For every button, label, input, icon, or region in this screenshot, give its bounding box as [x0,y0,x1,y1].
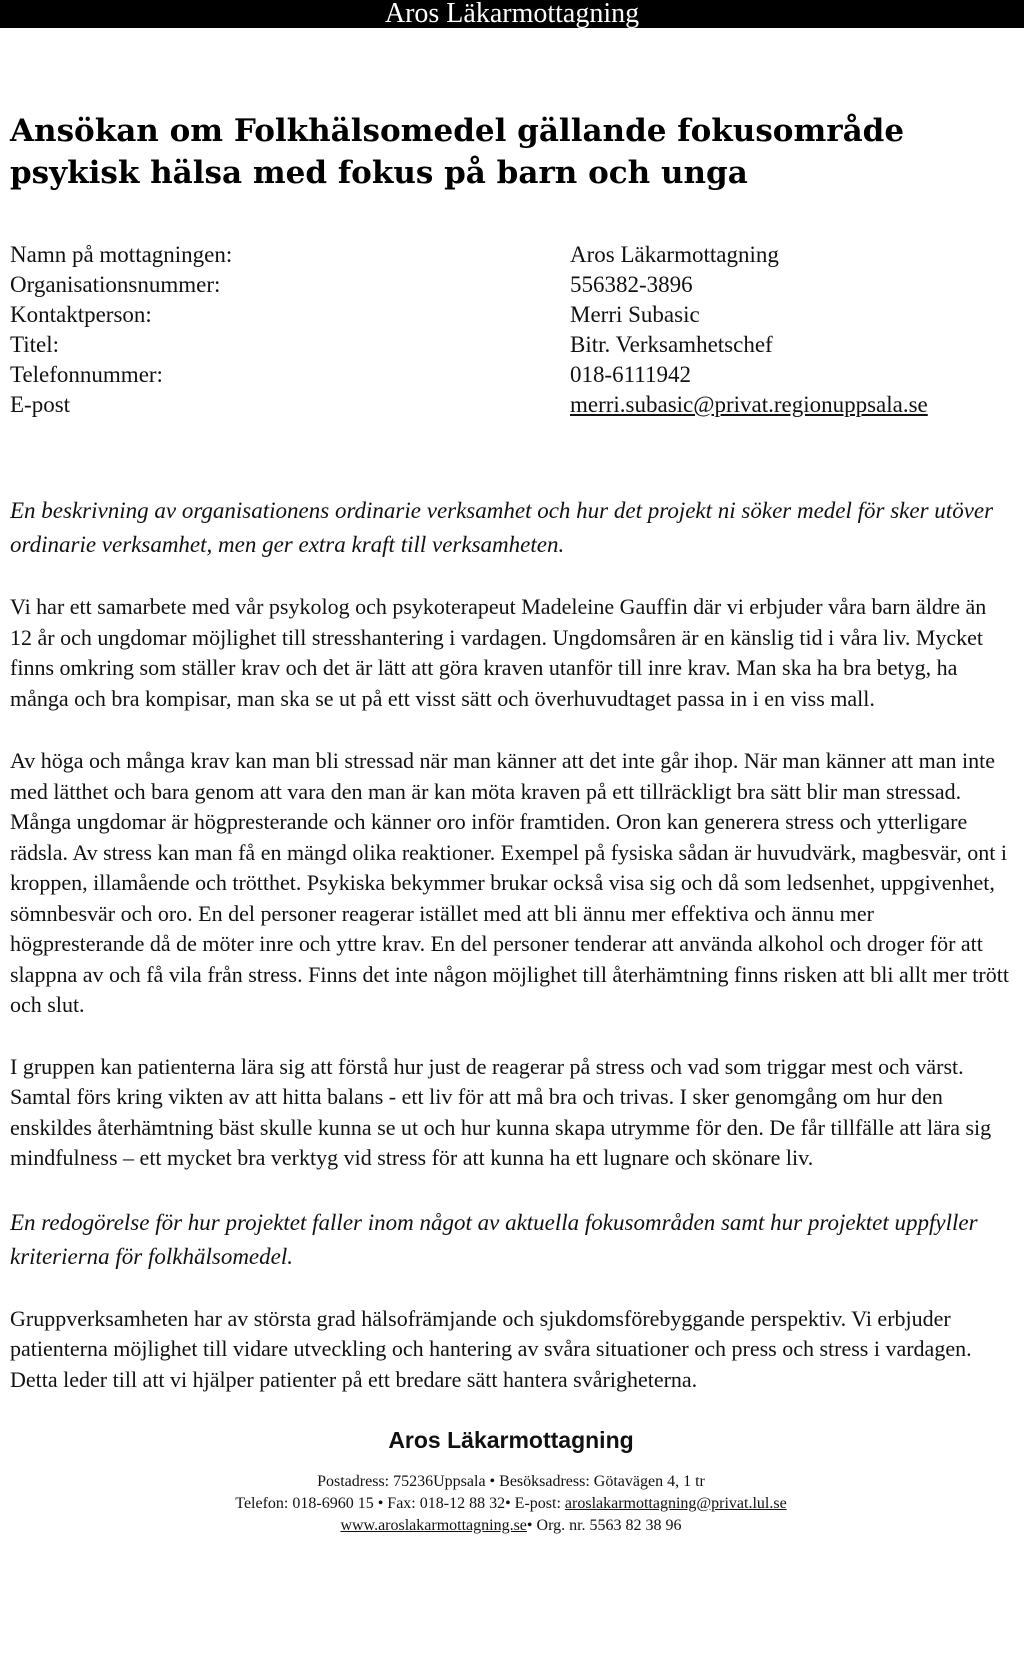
footer-org-nr: • Org. nr. 5563 82 38 96 [526,1517,682,1534]
section1-paragraph-3: I gruppen kan patienterna lära sig att förstå hur just de reagerar på stress och vad som triggar mest och värst. Samtal förs kring vikten av att hitta balans - ett liv för att må bra och trivas. I sker genomgång om hur den enskildes återhämtning bäst skulle kunna se ut och hur kunna skapa utrymme för den. De får tillfälle att lära sig mindfulness – ett mycket bra verktyg vid stress för att kunna ha ett lugnare och skönare liv. [10,1053,992,1170]
section1-prompt: En beskrivning av organisationens ordinarie verksamhet och hur det projekt ni söker medel för sker utöver ordinarie verksamhet, men ger extra kraft till verksamheten. [10,498,994,557]
footer-contact [10,1471,1012,1537]
page-header [0,0,1024,28]
info-value-phone: 018-6111942 [570,362,691,387]
footer-website-link[interactable]: www.aroslakarmottagning.se [340,1517,527,1534]
info-label-email: E-post [10,392,71,417]
document-title: Ansökan om Folkhälsomedel gällande fokusområde psykisk hälsa med fokus på barn och unga [10,113,905,191]
header-org-name: Aros Läkarmottagning [384,0,640,28]
info-value-org-number: 556382-3896 [570,272,693,297]
info-label-org-number: Organisationsnummer: [10,272,221,297]
contact-info-table [10,240,1012,420]
footer-contact-line [10,1493,1012,1515]
info-value-title: Bitr. Verksamhetschef [570,332,773,357]
footer-contact-prefix: Telefon: 018-6960 15 • Fax: 018-12 88 32• E-post: [235,1495,565,1512]
info-label-phone: Telefonnummer: [10,362,163,387]
info-value-clinic: Aros Läkarmottagning [570,242,779,267]
section2-prompt: En redogörelse för hur projektet faller inom något av aktuella fokusområden samt hur projektet uppfyller kriterierna för folkhälsomedel. [10,1209,978,1269]
footer-web-line [10,1515,1012,1537]
footer-address: Postadress: 75236Uppsala • Besöksadress: Götavägen 4, 1 tr [317,1473,705,1490]
info-label-title: Titel: [10,332,60,357]
footer-org-name: Aros Läkarmottagning [388,1427,634,1453]
footer-email-link[interactable]: aroslakarmottagning@privat.lul.se [564,1495,787,1512]
info-value-contact: Merri Subasic [570,302,700,327]
info-value-email[interactable]: merri.subasic@privat.regionuppsala.se [570,392,928,417]
info-label-clinic: Namn på mottagningen: [10,242,233,267]
section2-paragraph: Gruppverksamheten har av största grad hälsofrämjande och sjukdomsförebyggande perspektiv. Vi erbjuder patienterna möjlighet till vidare utveckling och hantering av svåra situationer och press och stress i vardagen. Detta leder till att vi hjälper patienter på ett bredare sätt hantera svårigheterna. [10,1305,972,1392]
section1-paragraph-1: Vi har ett samarbete med vår psykolog och psykoterapeut Madeleine Gauffin där vi erbjuder våra barn äldre än 12 år och ungdomar möjlighet till stresshantering i vardagen. Ungdomsåren är en känslig tid i våra liv. Mycket finns omkring som ställer krav och det är lätt att göra kraven utanför till inre krav. Man ska ha bra betyg, ha många och bra kompisar, man ska se ut på ett visst sätt och överhuvudtaget passa in i en viss mall. [10,594,987,711]
section1-paragraph-2: Av höga och många krav kan man bli stressad när man känner att det inte går ihop. När man känner att man inte med lätthet och bara genom att vara den man är kan möta kraven på ett tillräckligt bra sätt blir man stressad. Många ungdomar är högpresterande och känner oro inför framtiden. Oron kan generera stress och ytterligare rädsla. Av stress kan man få en mängd olika reaktioner. Exempel på fysiska sådan är huvudvärk, magbesvär, ont i kroppen, illamående och trötthet. Psykiska bekymmer brukar också visa sig och då som ledsenhet, uppgivenhet, sömnbesvär och oro. En del personer reagerar istället med att bli ännu mer effektiva och ännu mer högpresterande då de möter inre och yttre krav. En del personer tenderar att använda alkohol och droger för att slappna av och få vila från stress. Finns det inte någon möjlighet till återhämtning finns risken att bli allt mer trött och slut. [10,748,1009,1017]
info-label-contact: Kontaktperson: [10,302,152,327]
